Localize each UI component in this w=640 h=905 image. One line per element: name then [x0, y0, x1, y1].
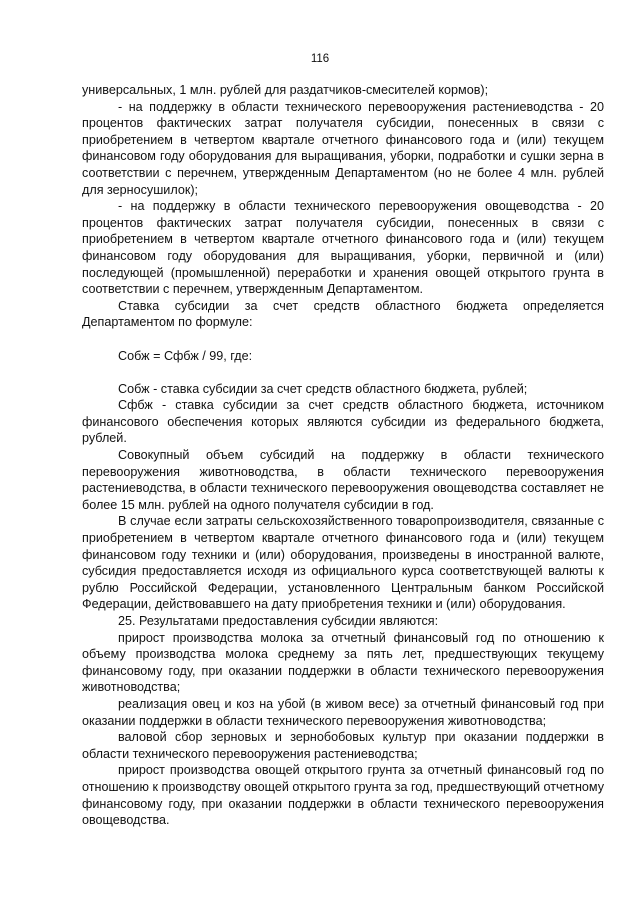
paragraph-vegetable-support: - на поддержку в области технического перевооружения овощеводства - 20 процентов фактических затрат получателя субсидии, понесенных в связи с приобретением в четвертом квартале отчетного финансового года и (или) текущем финансовом году оборудования для выращивания, уборки, первичной и (или) последующей (промышленной) переработки и хранения овощей открытого грунта в соответствии с перечнем, утвержденным Департаментом.: [82, 199, 604, 297]
paragraph-sfbzh-definition: Сфбж - ставка субсидии за счет средств областного бюджета, источником финансового обеспечения которых являются субсидии из федерального бюджета, рублей.: [82, 398, 604, 446]
paragraph-result-vegetables: прирост производства овощей открытого грунта за отчетный финансовый год по отношению к производству овощей открытого грунта за год, предшествующий отчетному финансовому году, при оказании поддержки в области технического перевооружения овощеводства.: [82, 763, 604, 828]
paragraph-continuation: универсальных, 1 млн. рублей для раздатчиков-смесителей кормов);: [82, 83, 489, 97]
paragraph-results-heading: 25. Результатами предоставления субсидии являются:: [118, 614, 439, 628]
formula: Собж = Сфбж / 99, где:: [118, 348, 253, 363]
paragraph-sobzh-definition: Собж - ставка субсидии за счет средств областного бюджета, рублей;: [118, 381, 528, 396]
paragraph-foreign-currency: В случае если затраты сельскохозяйственного товаропроизводителя, связанные с приобретением в четвертом квартале отчетного финансового года и (или) текущем финансовом году техники и (или) оборудования, произведены в иностранной валюте, субсидия предоставляется исходя из официального курса соответствующей валюты к рублю Российской Федерации, установленного Центральным банком Российской Федерации, действовавшего на дату приобретения техники и (или) оборудования.: [82, 514, 604, 612]
document-body: [82, 82, 604, 829]
paragraph-result-grain: валовой сбор зерновых и зернобобовых культур при оказании поддержки в области технического перевооружения растениеводства;: [82, 730, 604, 761]
paragraph-total-volume: Совокупный объем субсидий на поддержку в области технического перевооружения животноводства, в области технического перевооружения растениеводства, в области технического перевооружения овощеводства составляет не более 15 млн. рублей на одного получателя субсидии в год.: [82, 448, 604, 512]
paragraph-result-sheep-goats: реализация овец и коз на убой (в живом весе) за отчетный финансовый год при оказании поддержки в области технического перевооружения животноводства;: [82, 696, 604, 728]
paragraph-rate-intro: Ставка субсидии за счет средств областного бюджета определяется Департаментом по формуле:: [82, 298, 604, 330]
page-number: 116: [310, 53, 330, 65]
paragraph-crop-support: - на поддержку в области технического перевооружения растениеводства - 20 процентов фактических затрат получателя субсидии, понесенных в связи с приобретением в четвертом квартале отчетного финансового года и (или) текущем финансовом году оборудования для выращивания, уборки, подработки и сушки зерна в соответствии с перечнем, утвержденным Департаментом (но не более 4 млн. рублей для зерносушилок);: [82, 99, 604, 197]
paragraph-result-milk: прирост производства молока за отчетный финансовый год по отношению к объему производства молока среднему за пять лет, предшествующих текущему финансовому году, при оказании поддержки в области технического перевооружения животноводства;: [82, 630, 604, 695]
